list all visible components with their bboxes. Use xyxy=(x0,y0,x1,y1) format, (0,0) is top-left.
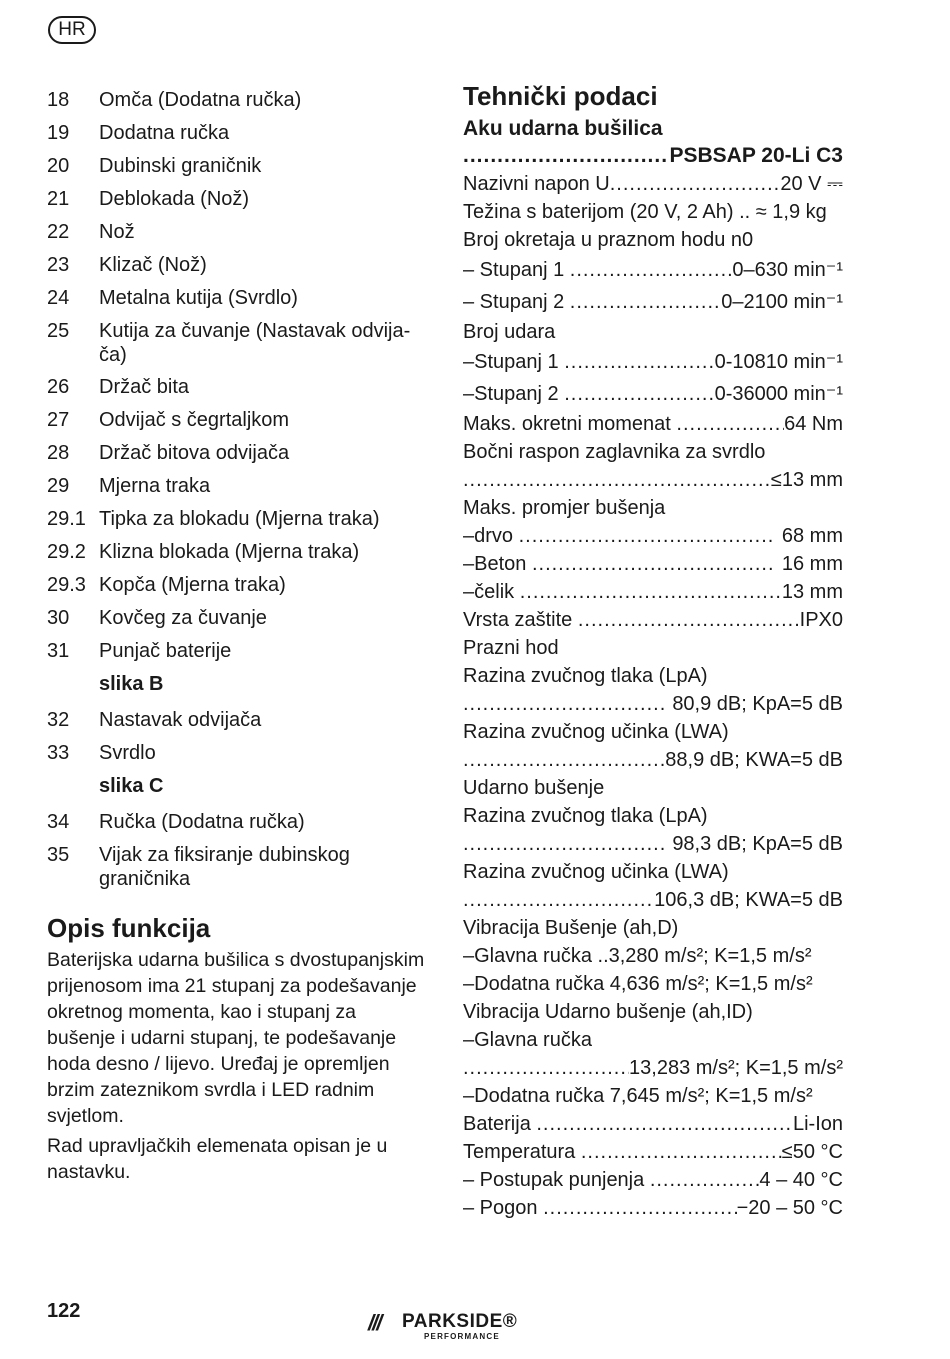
spec-label: –drvo xyxy=(463,525,514,547)
brand-name: PARKSIDE® xyxy=(402,1311,518,1332)
list-item xyxy=(47,573,427,606)
item-number: 34 xyxy=(47,811,70,833)
spec-group-heading: Broj udara xyxy=(463,321,556,343)
parts-container xyxy=(47,88,427,672)
item-label: Kopča (Mjerna traka) xyxy=(99,574,286,596)
item-label: Mjerna traka xyxy=(99,475,211,497)
spec-label: –Stupanj 1 xyxy=(463,351,559,373)
item-label: Kovčeg za čuvanje xyxy=(99,607,267,629)
spec-value: 0–2100 min⁻¹ xyxy=(721,291,843,313)
spec-label: Vrsta zaštite xyxy=(463,609,573,631)
item-number: 26 xyxy=(47,376,70,398)
spec-value: Li-Ion xyxy=(792,1113,843,1135)
spec-row xyxy=(463,746,843,774)
logo-slashes-icon: /// xyxy=(368,1310,381,1335)
model-row xyxy=(463,142,843,170)
figure-b-heading: slika B xyxy=(99,673,164,695)
item-number: 24 xyxy=(47,287,70,309)
spec-label: Težina s baterijom (20 V, 2 Ah) .. xyxy=(463,201,751,223)
item-label: Držač bita xyxy=(99,376,190,398)
list-item xyxy=(47,810,427,843)
list-item xyxy=(47,606,427,639)
spec-value: 20 V ⎓ xyxy=(780,173,843,195)
list-item xyxy=(47,187,427,220)
spec-value: 88,9 dB; KWA=5 dB xyxy=(665,749,843,771)
item-label: Tipka za blokadu (Mjerna traka) xyxy=(99,508,380,530)
item-number: 29.1 xyxy=(47,508,86,530)
item-label: Klizna blokada (Mjerna traka) xyxy=(99,541,360,563)
spec-row xyxy=(463,606,843,634)
spec-row xyxy=(463,410,843,438)
spec-value: 98,3 dB; KpA=5 dB xyxy=(672,833,843,855)
spec-label: – Stupanj 2 xyxy=(463,291,565,313)
spec-label: Baterija xyxy=(463,1113,531,1135)
item-number: 29.3 xyxy=(47,574,86,596)
item-number: 29.2 xyxy=(47,541,86,563)
list-item xyxy=(47,253,427,286)
spec-group-heading: Udarno bušenje xyxy=(463,777,605,799)
spec-group-heading: Vibracija Udarno bušenje (ah,ID) xyxy=(463,1001,753,1023)
spec-row xyxy=(463,1054,843,1082)
spec-row xyxy=(463,550,843,578)
item-label: Svrdlo xyxy=(99,742,156,764)
spec-row xyxy=(463,1138,843,1166)
item-number: 28 xyxy=(47,442,70,464)
item-number: 29 xyxy=(47,475,70,497)
function-description-heading: Opis funkcija xyxy=(47,913,211,943)
figure-c-list xyxy=(47,810,427,899)
brand-logo xyxy=(368,1310,518,1344)
item-number: 20 xyxy=(47,155,70,177)
spec-label: Temperatura xyxy=(463,1141,576,1163)
spec-value: IPX0 xyxy=(799,609,843,631)
spec-value: ≤13 mm xyxy=(770,469,843,491)
item-label: Klizač (Nož) xyxy=(99,254,207,276)
list-item xyxy=(47,286,427,319)
item-label: Ručka (Dodatna ručka) xyxy=(99,811,305,833)
item-number: 22 xyxy=(47,221,70,243)
spec-group-heading: Maks. promjer bušenja xyxy=(463,497,666,519)
spec-row xyxy=(463,198,843,226)
item-label: Omča (Dodatna ručka) xyxy=(99,89,302,111)
function-description-paragraph: Baterijska udarna bušilica s dvostupanjskim prijenosom ima 21 stupanj za podešavanje okretnog momenta, kao i stupanj za bušenje i udarni stupanj, te podešavanje hoda desno / lijevo. Uređaj je opremljen brzim zateznikom svrdla i LED radnim svjetlom. xyxy=(47,949,425,1127)
list-item xyxy=(47,375,427,408)
list-item xyxy=(47,441,427,474)
spec-label: Razina zvučnog tlaka (LpA) xyxy=(463,665,708,687)
spec-value: 0-10810 min⁻¹ xyxy=(714,351,843,373)
spec-label: –čelik xyxy=(463,581,515,603)
spec-row xyxy=(463,378,843,410)
spec-label: – Pogon xyxy=(463,1197,538,1219)
item-label: Metalna kutija (Svrdlo) xyxy=(99,287,298,309)
spec-value: 106,3 dB; KWA=5 dB xyxy=(654,889,843,911)
list-item xyxy=(47,154,427,187)
item-number: 31 xyxy=(47,640,70,662)
spec-value: ≤50 °C xyxy=(781,1141,843,1163)
item-number: 19 xyxy=(47,122,70,144)
list-item xyxy=(47,639,427,672)
spec-row xyxy=(463,286,843,318)
spec-row xyxy=(463,522,843,550)
list-item xyxy=(47,408,427,441)
spec-label: Razina zvučnog tlaka (LpA) xyxy=(463,805,708,827)
spec-row xyxy=(463,1194,843,1222)
item-number: 23 xyxy=(47,254,70,276)
spec-label: Razina zvučnog učinka (LWA) xyxy=(463,861,729,883)
page-number: 122 xyxy=(47,1300,81,1322)
list-item xyxy=(47,88,427,121)
figure-b-list xyxy=(47,708,427,774)
parts-list xyxy=(47,88,427,1185)
spec-label: Razina zvučnog učinka (LWA) xyxy=(463,721,729,743)
model-number: PSBSAP 20-Li C3 xyxy=(669,144,843,167)
spec-row xyxy=(463,1110,843,1138)
spec-value: 13,283 m/s²; K=1,5 m/s² xyxy=(629,1057,843,1079)
spec-label: – Stupanj 1 xyxy=(463,259,565,281)
list-item xyxy=(47,843,427,899)
item-number: 27 xyxy=(47,409,70,431)
list-item xyxy=(47,507,427,540)
spec-group-heading: Vibracija Bušenje (ah,D) xyxy=(463,917,679,939)
spec-label: Maks. okretni momenat xyxy=(463,413,671,435)
spec-value: 16 mm xyxy=(781,553,843,575)
item-label: Nastavak odvijača xyxy=(99,709,262,731)
list-item xyxy=(47,474,427,507)
item-label: Odvijač s čegrtaljkom xyxy=(99,409,290,431)
list-item xyxy=(47,121,427,154)
item-label: Dubinski graničnik xyxy=(99,155,262,177)
spec-value: 0-36000 min⁻¹ xyxy=(714,383,843,405)
spec-value: 68 mm xyxy=(781,525,843,547)
item-label: Deblokada (Nož) xyxy=(99,188,250,210)
spec-row xyxy=(463,690,843,718)
spec-row xyxy=(463,170,843,198)
spec-value: 80,9 dB; KpA=5 dB xyxy=(672,693,843,715)
spec-value: 4 – 40 °C xyxy=(759,1169,843,1191)
spec-row xyxy=(463,254,843,286)
spec-label: –Beton xyxy=(463,553,527,575)
spec-row xyxy=(463,886,843,914)
item-label: Kutija za čuvanje (Nastavak odvija-ča) xyxy=(99,320,411,366)
technical-data-heading: Tehnički podaci xyxy=(463,81,658,111)
spec-row xyxy=(463,346,843,378)
list-item xyxy=(47,220,427,253)
item-number: 21 xyxy=(47,188,70,210)
list-item xyxy=(47,540,427,573)
spec-value: 13 mm xyxy=(781,581,843,603)
spec-row xyxy=(463,1166,843,1194)
technical-data xyxy=(463,80,843,1222)
spec-value: 0–630 min⁻¹ xyxy=(732,259,843,281)
item-number: 25 xyxy=(47,320,70,342)
item-label: Vijak za fiksiranje dubinskog graničnika xyxy=(99,844,350,890)
spec-label: –Stupanj 2 xyxy=(463,383,559,405)
item-number: 18 xyxy=(47,89,70,111)
brand-subtitle: PERFORMANCE xyxy=(424,1332,500,1341)
spec-label: – Postupak punjenja xyxy=(463,1169,645,1191)
spec-value: ≈ 1,9 kg xyxy=(755,201,827,223)
spec-label: Nazivni napon U xyxy=(463,173,610,195)
spec-label: –Dodatna ručka 4,636 m/s²; K=1,5 m/s² xyxy=(463,973,813,995)
item-label: Držač bitova odvijača xyxy=(99,442,290,464)
spec-group-heading: Prazni hod xyxy=(463,637,559,659)
spec-label: –Glavna ručka ..3,280 m/s²; K=1,5 m/s² xyxy=(463,945,812,967)
item-number: 33 xyxy=(47,742,70,764)
item-number: 30 xyxy=(47,607,70,629)
spec-label: –Glavna ručka xyxy=(463,1029,592,1051)
spec-group-heading: Bočni raspon zaglavnika za svrdlo xyxy=(463,441,766,463)
list-item xyxy=(47,319,427,375)
spec-value: −20 – 50 °C xyxy=(736,1197,843,1219)
item-number: 35 xyxy=(47,844,70,866)
function-description-note: Rad upravljačkih elemenata opisan je u nastavku. xyxy=(47,1135,388,1183)
language-badge: HR xyxy=(48,16,96,44)
list-item xyxy=(47,741,427,774)
spec-group-heading: Broj okretaja u praznom hodu n0 xyxy=(463,229,754,251)
product-name: Aku udarna bušilica xyxy=(463,117,663,140)
spec-label: –Dodatna ručka 7,645 m/s²; K=1,5 m/s² xyxy=(463,1085,813,1107)
spec-row xyxy=(463,466,843,494)
item-label: Nož xyxy=(99,221,135,243)
item-label: Punjač baterije xyxy=(99,640,232,662)
spec-row xyxy=(463,578,843,606)
item-number: 32 xyxy=(47,709,70,731)
list-item xyxy=(47,708,427,741)
item-label: Dodatna ručka xyxy=(99,122,230,144)
figure-c-heading: slika C xyxy=(99,775,164,797)
spec-value: 64 Nm xyxy=(784,413,843,435)
spec-row xyxy=(463,830,843,858)
